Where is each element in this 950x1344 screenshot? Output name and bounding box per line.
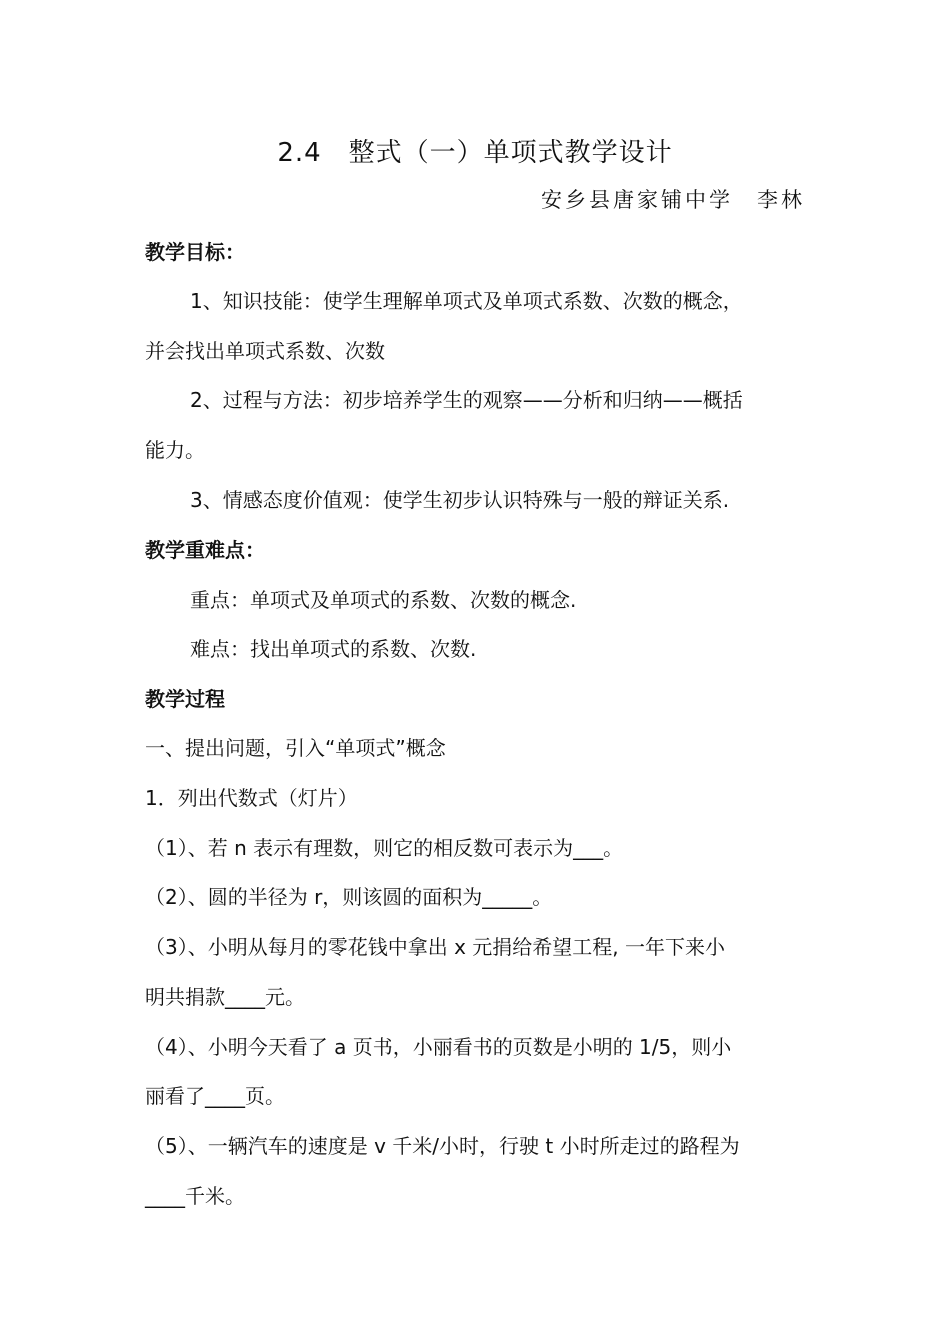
author-line: 安乡县唐家铺中学 李林 [541,188,805,212]
goal3: 3、情感态度价值观：使学生初步认识特殊与一般的辩证关系. [190,488,730,512]
goal1-line1: 1、知识技能：使学生理解单项式及单项式系数、次数的概念， [190,289,743,313]
question-5-line2: ____千米。 [145,1184,245,1208]
question-4-line1: （4）、小明今天看了 a 页书，小丽看书的页数是小明的 1/5，则小 [145,1035,732,1059]
goals-heading: 教学目标： [145,240,245,264]
key-heading: 教学重难点： [145,538,265,562]
hard-point: 难点：找出单项式的系数、次数. [190,637,477,661]
question-1: （1）、若 n 表示有理数，则它的相反数可表示为___。 [145,836,624,860]
question-4-line2: 丽看了____页。 [145,1084,285,1108]
question-3-line2: 明共捐款____元。 [145,985,305,1009]
section1-heading: 一、提出问题，引入“单项式”概念 [145,736,446,760]
process-heading: 教学过程 [145,687,225,711]
step1: 1．列出代数式（灯片） [145,786,358,810]
question-2: （2）、圆的半径为 r，则该圆的面积为_____。 [145,885,553,909]
key-point: 重点：单项式及单项式的系数、次数的概念. [190,588,577,612]
goal2-line1: 2、过程与方法：初步培养学生的观察——分析和归纳——概括 [190,388,743,412]
document-title: 2.4 整式（一）单项式教学设计 [277,138,673,168]
question-3-line1: （3）、小明从每月的零花钱中拿出 x 元捐给希望工程, 一年下来小 [145,935,725,959]
goal2-line2: 能力。 [145,438,205,462]
question-5-line1: （5）、一辆汽车的速度是 v 千米/小时，行驶 t 小时所走过的路程为 [145,1134,740,1158]
goal1-line2: 并会找出单项式系数、次数 [145,339,385,363]
